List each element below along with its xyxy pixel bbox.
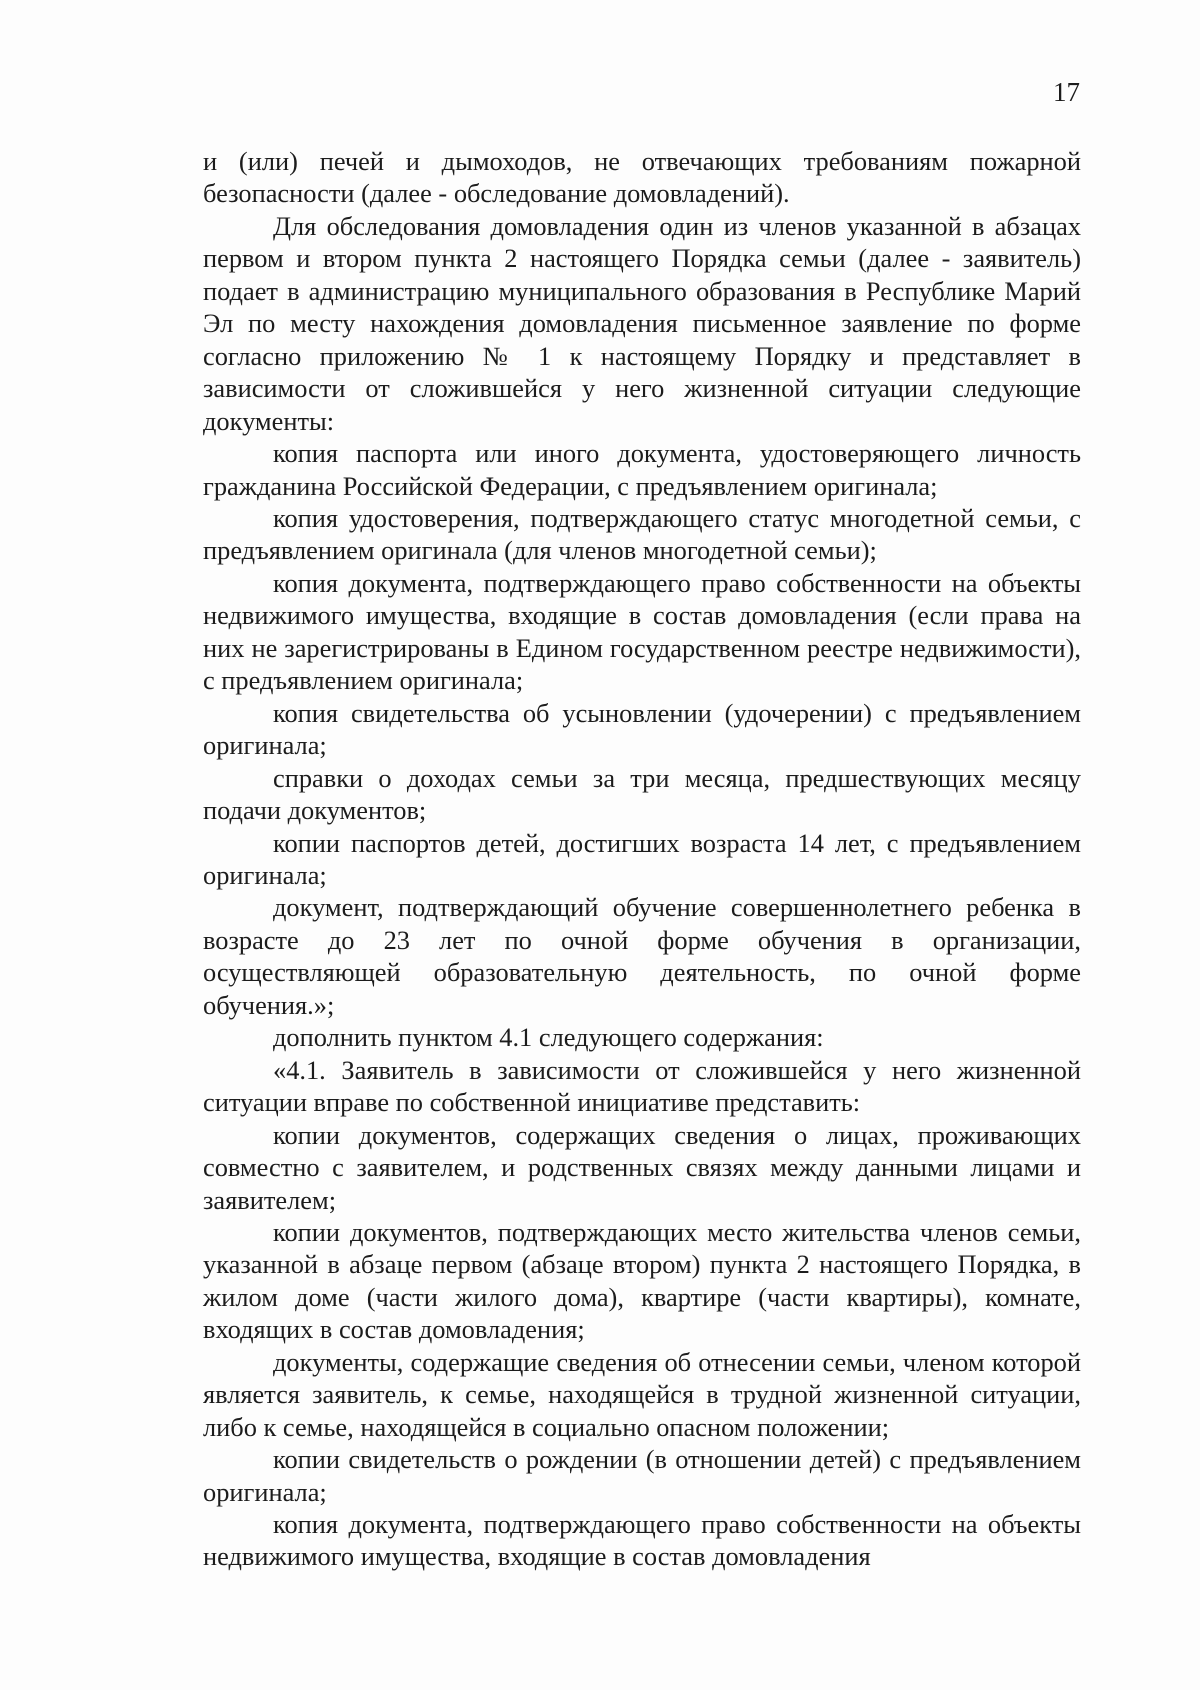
paragraph: копия удостоверения, подтверждающего статус многодетной семьи, с предъявлением оригинала (для членов многодетной семьи); xyxy=(203,502,1081,566)
paragraph: копия свидетельства об усыновлении (удочерении) с предъявлением оригинала; xyxy=(203,697,1081,761)
paragraph: копия паспорта или иного документа, удостоверяющего личность гражданина Российской Федерации, с предъявлением оригинала; xyxy=(203,438,1081,501)
paragraph: документ, подтверждающий обучение совершеннолетнего ребенка в возрасте до 23 лет по очной форме обучения в организации, осуществляющей образовательную деятельность, по очной форме обучения.»; xyxy=(203,892,1081,1020)
document-body xyxy=(203,145,1081,1573)
paragraph: копии документов, содержащих сведения о лицах, проживающих совместно с заявителем, и родственных связях между данными лицами и заявителем; xyxy=(203,1119,1081,1215)
paragraph: дополнить пунктом 4.1 следующего содержания: xyxy=(273,1022,824,1053)
paragraph: копии свидетельств о рождении (в отношении детей) с предъявлением оригинала; xyxy=(203,1444,1081,1507)
paragraph: и (или) печей и дымоходов, не отвечающих требованиям пожарной безопасности (далее - обследование домовладений). xyxy=(203,146,1081,209)
paragraph: копия документа, подтверждающего право собственности на объекты недвижимого имущества, входящие в состав домовладения xyxy=(203,1509,1081,1572)
page-number: 17 xyxy=(1053,77,1080,107)
paragraph: копии паспортов детей, достигших возраста 14 лет, с предъявлением оригинала; xyxy=(203,827,1081,890)
paragraph: документы, содержащие сведения об отнесении семьи, членом которой является заявитель, к семье, находящейся в трудной жизненной ситуации, либо к семье, находящейся в социально опасном положении; xyxy=(203,1346,1081,1442)
paragraph: справки о доходах семьи за три месяца, предшествующих месяцу подачи документов; xyxy=(203,762,1081,826)
paragraph: копия документа, подтверждающего право собственности на объекты недвижимого имущества, входящие в состав домовладения (если права на них не зарегистрированы в Едином государственном реестре недвижимости), с предъявлением оригинала; xyxy=(203,567,1081,696)
paragraph: «4.1. Заявитель в зависимости от сложившейся у него жизненной ситуации вправе по собственной инициативе представить: xyxy=(203,1054,1081,1118)
paragraph: Для обследования домовладения один из членов указанной в абзацах первом и втором пункта 2 настоящего Порядка семьи (далее - заявитель) подает в администрацию муниципального образования в Республике Марий Эл по месту нахождения домовладения письменное заявление по форме согласно приложению № 1 к настоящему Порядку и представляет в зависимости от сложившейся у него жизненной ситуации следующие документы: xyxy=(203,210,1081,436)
paragraph: копии документов, подтверждающих место жительства членов семьи, указанной в абзаце первом (абзаце втором) пункта 2 настоящего Порядка, в жилом доме (части жилого дома), квартире (части квартиры), комнате, входящих в состав домовладения; xyxy=(203,1216,1081,1345)
